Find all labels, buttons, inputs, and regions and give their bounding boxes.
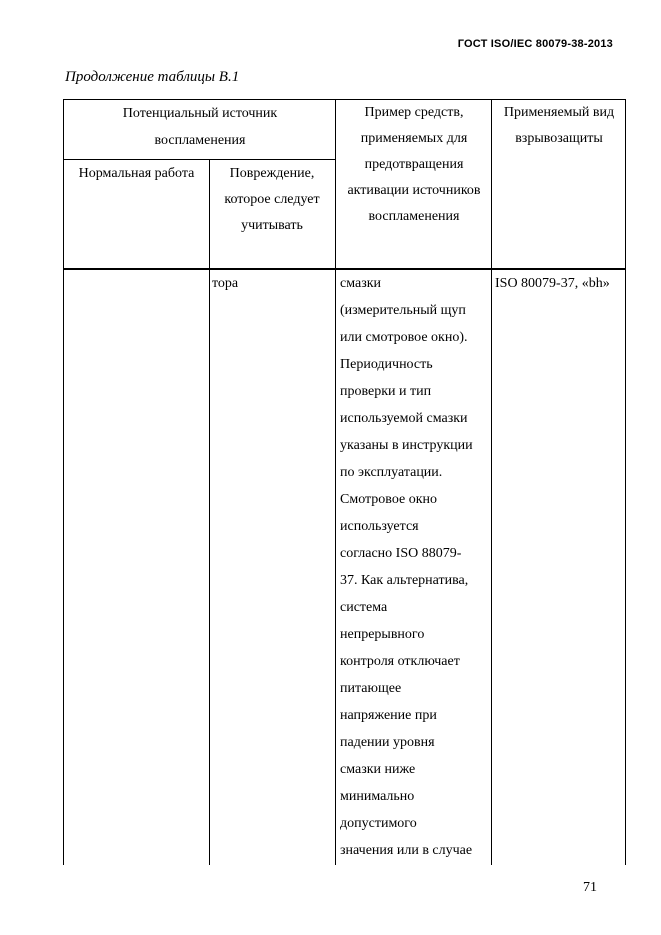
- cell-damage: тора: [212, 276, 239, 291]
- cell-means-example: [340, 270, 473, 864]
- header-ignition-source: Потенциальный источник воспламенения: [122, 106, 278, 148]
- column-divider-3: [491, 99, 492, 865]
- means-text-line: или смотровое окно).: [340, 330, 468, 345]
- means-text-line: указаны в инструкции: [340, 438, 473, 453]
- means-text-line: используемой смазки: [340, 411, 468, 426]
- header-means-example: Пример средств, применяемых для предотвращения активации источников воспламенения: [347, 105, 481, 224]
- header-protection-type: Применяемый вид взрывозащиты: [503, 105, 615, 146]
- means-text-line: проверки и тип: [340, 384, 432, 399]
- standard-designation: ГОСТ ISO/IEC 80079-38-2013: [457, 38, 613, 50]
- means-text-line: смазки ниже: [340, 762, 416, 777]
- means-text-line: 37. Как альтернатива,: [340, 573, 469, 588]
- page-number: 71: [583, 880, 597, 895]
- right-border: [625, 99, 626, 865]
- means-text-line: (измерительный щуп: [340, 303, 466, 318]
- means-text-line: Периодичность: [340, 357, 433, 372]
- means-text-line: допустимого: [340, 816, 417, 831]
- column-divider-1: [209, 159, 210, 865]
- means-text-line: непрерывного: [340, 627, 425, 642]
- means-text-line: питающее: [340, 681, 402, 696]
- table-caption: Продолжение таблицы В.1: [65, 69, 240, 85]
- means-text-line: контроля отключает: [340, 654, 460, 669]
- means-text-line: минимально: [340, 789, 415, 804]
- cell-protection-type: ISO 80079-37, «bh»: [495, 276, 610, 291]
- means-text-line: Смотровое окно: [340, 492, 437, 507]
- means-text-line: используется: [340, 519, 419, 534]
- means-text-line: система: [340, 600, 388, 615]
- header-normal-operation: Нормальная работа: [78, 166, 195, 181]
- column-divider-2: [335, 99, 336, 865]
- header-damage: Повреждение, которое следует учитывать: [224, 166, 320, 233]
- means-text-line: падении уровня: [340, 735, 435, 750]
- means-text-line: значения или в случае: [340, 843, 473, 858]
- source-group-divider: [63, 159, 335, 160]
- means-text-line: по эксплуатации.: [340, 465, 443, 480]
- means-text-line: согласно ISO 88079-: [340, 546, 462, 561]
- left-border: [63, 99, 64, 865]
- means-text-line: напряжение при: [340, 708, 437, 723]
- means-text-line: смазки: [340, 276, 382, 291]
